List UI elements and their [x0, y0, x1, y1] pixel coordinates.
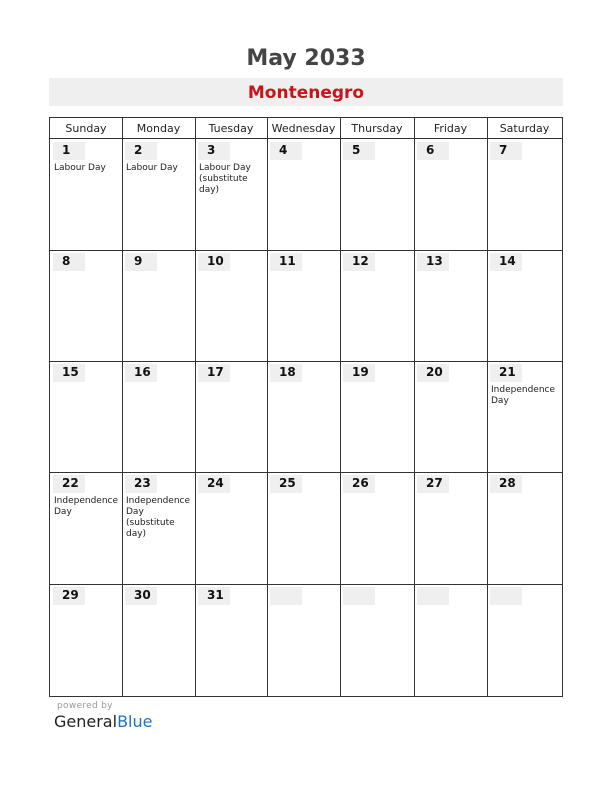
- day-number: 23: [134, 476, 151, 490]
- weekday-header: Saturday: [487, 118, 562, 139]
- country-banner: [49, 78, 563, 106]
- day-number: 26: [352, 476, 369, 490]
- day-cell[interactable]: [122, 362, 195, 472]
- day-number: 9: [134, 254, 143, 268]
- day-number: 20: [426, 365, 443, 379]
- day-number: 12: [352, 254, 369, 268]
- day-cell[interactable]: [414, 473, 487, 584]
- day-cell[interactable]: [414, 140, 487, 250]
- day-cell[interactable]: [122, 473, 195, 584]
- day-cell[interactable]: [50, 362, 122, 472]
- holiday-label: Labour Day: [54, 163, 106, 173]
- day-cell[interactable]: [50, 140, 122, 250]
- day-cell[interactable]: [122, 140, 195, 250]
- day-cell[interactable]: [195, 362, 267, 472]
- day-number: 5: [352, 143, 361, 157]
- day-cell[interactable]: [267, 585, 340, 696]
- day-cell[interactable]: [267, 251, 340, 361]
- country-name: Montenegro: [247, 83, 365, 103]
- holiday-label: Independence Day (substitute day): [126, 496, 191, 539]
- day-cell[interactable]: [487, 585, 562, 696]
- weekday-header: Wednesday: [267, 118, 340, 139]
- day-number: 30: [134, 588, 151, 602]
- day-number-background: [490, 587, 522, 605]
- day-number-background: [417, 587, 449, 605]
- calendar-title: May 2033: [246, 46, 366, 71]
- day-cell[interactable]: [50, 585, 122, 696]
- day-number: 28: [499, 476, 516, 490]
- day-cell[interactable]: [195, 585, 267, 696]
- day-cell[interactable]: [195, 140, 267, 250]
- day-number: 2: [134, 143, 143, 157]
- day-number: 10: [207, 254, 224, 268]
- day-cell[interactable]: [340, 362, 414, 472]
- holiday-label: Independence Day: [491, 385, 556, 406]
- day-number: 11: [279, 254, 296, 268]
- weekday-header: Tuesday: [195, 118, 267, 139]
- day-cell[interactable]: [267, 140, 340, 250]
- day-number: 3: [207, 143, 216, 157]
- weekday-header: Monday: [122, 118, 195, 139]
- calendar-grid: [49, 117, 563, 697]
- day-cell[interactable]: [414, 251, 487, 361]
- weekday-header: Thursday: [340, 118, 414, 139]
- day-cell[interactable]: [195, 251, 267, 361]
- weekday-header: Friday: [414, 118, 487, 139]
- day-cell[interactable]: [340, 473, 414, 584]
- day-cell[interactable]: [122, 585, 195, 696]
- day-number: 6: [426, 143, 435, 157]
- day-number: 17: [207, 365, 224, 379]
- day-cell[interactable]: [414, 585, 487, 696]
- day-number: 19: [352, 365, 369, 379]
- day-number: 4: [279, 143, 288, 157]
- day-number: 18: [279, 365, 296, 379]
- day-number: 21: [499, 365, 516, 379]
- day-cell[interactable]: [340, 140, 414, 250]
- day-number: 31: [207, 588, 224, 602]
- day-cell[interactable]: [487, 473, 562, 584]
- day-number: 25: [279, 476, 296, 490]
- day-cell[interactable]: [267, 473, 340, 584]
- day-cell[interactable]: [195, 473, 267, 584]
- day-cell[interactable]: [122, 251, 195, 361]
- day-number: 1: [62, 143, 71, 157]
- day-cell[interactable]: [487, 140, 562, 250]
- day-number-background: [270, 587, 302, 605]
- day-number: 29: [62, 588, 79, 602]
- holiday-label: Labour Day: [126, 163, 178, 173]
- day-number: 15: [62, 365, 79, 379]
- day-number-background: [343, 587, 375, 605]
- day-cell[interactable]: [50, 473, 122, 584]
- holiday-label: Labour Day (substitute day): [199, 163, 251, 195]
- powered-by-label: powered by: [57, 701, 113, 711]
- weekday-header: Sunday: [50, 118, 122, 139]
- day-number: 7: [499, 143, 508, 157]
- day-number: 22: [62, 476, 79, 490]
- day-cell[interactable]: [50, 251, 122, 361]
- day-number: 24: [207, 476, 224, 490]
- generalblue-logo[interactable]: [54, 712, 152, 731]
- day-number: 27: [426, 476, 443, 490]
- day-cell[interactable]: [487, 251, 562, 361]
- day-cell[interactable]: [414, 362, 487, 472]
- day-number: 16: [134, 365, 151, 379]
- day-cell[interactable]: [267, 362, 340, 472]
- day-number: 13: [426, 254, 443, 268]
- day-number: 14: [499, 254, 516, 268]
- brand-blue-text: Blue: [117, 712, 153, 731]
- day-number: 8: [62, 254, 71, 268]
- day-cell[interactable]: [487, 362, 562, 472]
- day-cell[interactable]: [340, 585, 414, 696]
- holiday-label: Independence Day: [54, 496, 119, 517]
- brand-general-text: General: [54, 712, 118, 731]
- day-cell[interactable]: [340, 251, 414, 361]
